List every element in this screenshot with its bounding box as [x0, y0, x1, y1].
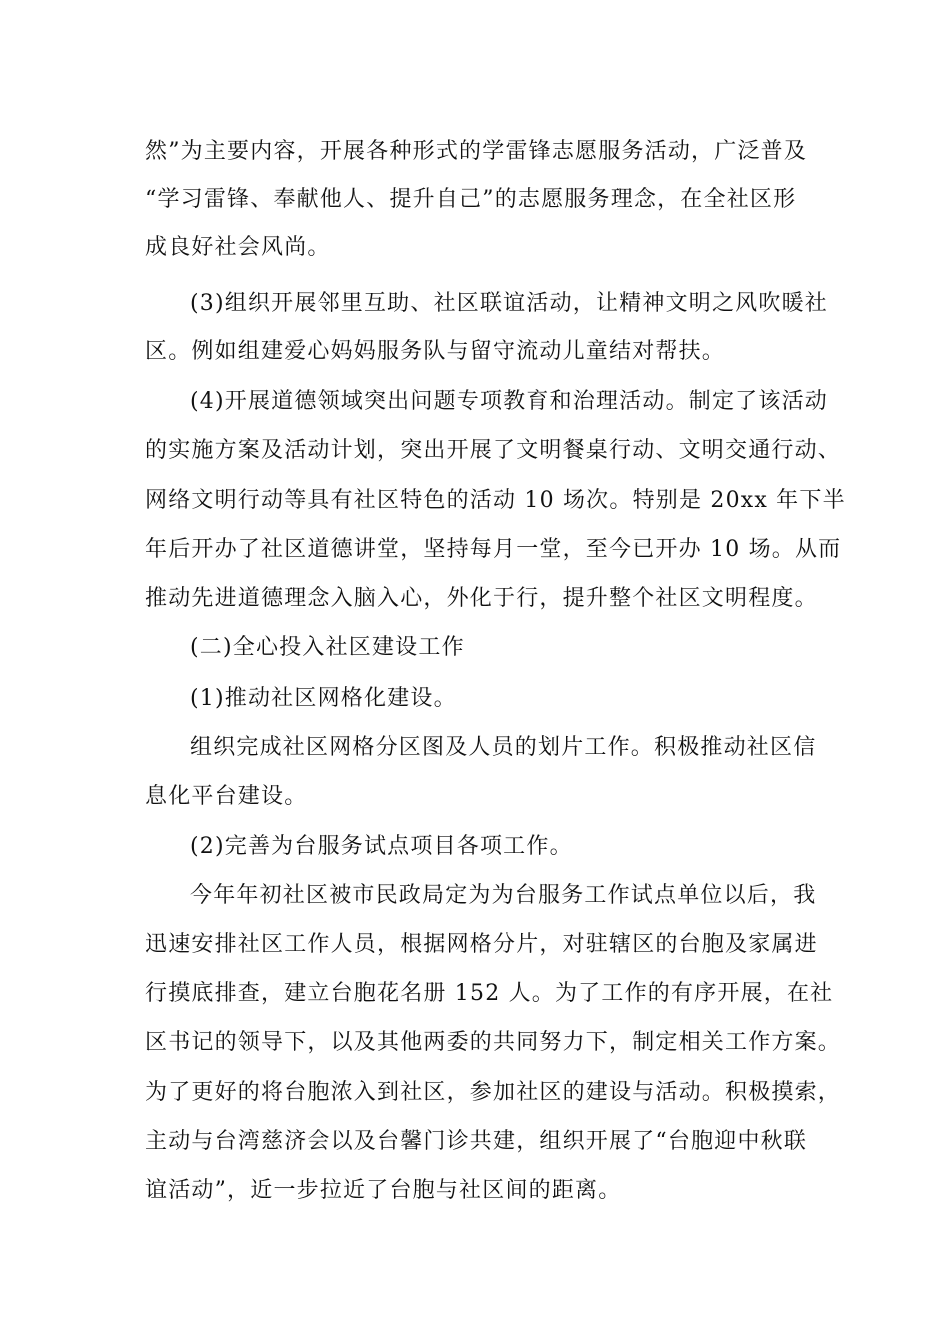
- text-line: (3)组织开展邻里互助、社区联谊活动，让精神文明之风吹暖社: [190, 291, 828, 316]
- text-line: 区书记的领导下，以及其他两委的共同努力下，制定相关工作方案。: [145, 1030, 842, 1055]
- text-line: 然”为主要内容，开展各种形式的学雷锋志愿服务活动，广泛普及: [145, 139, 808, 164]
- text-line: 区。例如组建爱心妈妈服务队与留守流动儿童结对帮扶。: [145, 339, 726, 364]
- text-line: (4)开展道德领域突出问题专项教育和治理活动。制定了该活动: [190, 389, 828, 414]
- text-line: 推动先进道德理念入脑入心，外化于行，提升整个社区文明程度。: [145, 586, 818, 611]
- text-line: 行摸底排查，建立台胞花名册 152 人。为了工作的有序开展，在社: [145, 981, 834, 1006]
- text-line: 谊活动”，近一步拉近了台胞与社区间的距离。: [145, 1178, 622, 1203]
- text-line: (1)推动社区网格化建设。: [190, 686, 457, 711]
- text-line: 网络文明行动等具有社区特色的活动 10 场次。特别是 20xx 年下半: [145, 488, 846, 513]
- section-heading: (二)全心投入社区建设工作: [190, 635, 465, 660]
- text-line: (2)完善为台服务试点项目各项工作。: [190, 834, 573, 859]
- text-line: 迅速安排社区工作人员，根据网格分片，对驻辖区的台胞及家属进: [145, 932, 818, 957]
- text-line: “学习雷锋、奉献他人、提升自己”的志愿服务理念，在全社区形: [145, 187, 797, 212]
- text-line: 息化平台建设。: [145, 784, 308, 809]
- text-line: 主动与台湾慈济会以及台馨门诊共建，组织开展了“台胞迎中秋联: [145, 1129, 808, 1154]
- text-line: 组织完成社区网格分区图及人员的划片工作。积极推动社区信: [190, 735, 817, 760]
- text-line: 年后开办了社区道德讲堂，坚持每月一堂，至今已开办 10 场。从而: [145, 537, 842, 562]
- text-line: 的实施方案及活动计划，突出开展了文明餐桌行动、文明交通行动、: [145, 438, 842, 463]
- text-line: 成良好社会风尚。: [145, 235, 331, 260]
- text-line: 今年年初社区被市民政局定为为台服务工作试点单位以后，我: [190, 883, 817, 908]
- text-line: 为了更好的将台胞浓入到社区，参加社区的建设与活动。积极摸索，: [145, 1080, 842, 1105]
